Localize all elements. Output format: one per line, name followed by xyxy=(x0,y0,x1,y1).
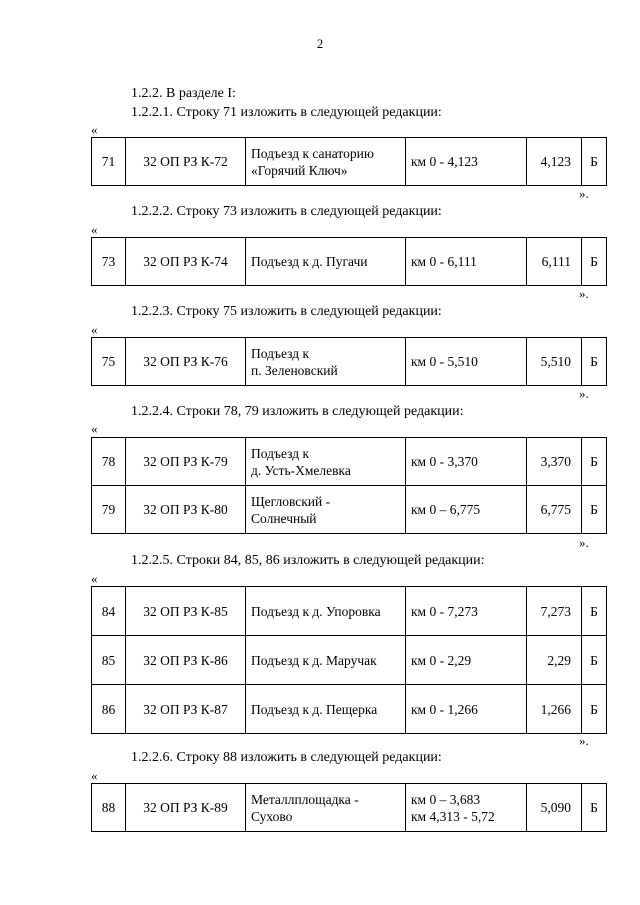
road-length: 5,510 xyxy=(527,338,582,386)
table-row xyxy=(92,685,607,734)
close-quote: ». xyxy=(579,733,589,748)
amendment-table-1 xyxy=(91,137,607,186)
instruction-3: 1.2.2.3. Строку 75 изложить в следующей редакции: xyxy=(131,304,442,319)
road-length: 6,775 xyxy=(527,486,582,534)
amendment-table-6 xyxy=(91,783,607,832)
row-number: 78 xyxy=(92,438,126,486)
road-name: Подъезд к д. Пугачи xyxy=(246,238,406,286)
road-name: Подъезд к д. Маручак xyxy=(246,636,406,685)
open-quote: « xyxy=(91,768,98,783)
row-number: 71 xyxy=(92,138,126,186)
open-quote: « xyxy=(91,421,98,436)
table-row xyxy=(92,438,607,486)
table-row xyxy=(92,784,607,832)
road-code: 32 ОП РЗ К-79 xyxy=(126,438,246,486)
road-code: 32 ОП РЗ К-72 xyxy=(126,138,246,186)
open-quote: « xyxy=(91,122,98,137)
road-code: 32 ОП РЗ К-87 xyxy=(126,685,246,734)
road-code: 32 ОП РЗ К-80 xyxy=(126,486,246,534)
section-heading: 1.2.2. В разделе I: xyxy=(131,86,236,101)
road-length: 3,370 xyxy=(527,438,582,486)
road-code: 32 ОП РЗ К-89 xyxy=(126,784,246,832)
road-category: Б xyxy=(582,685,607,734)
km-range: км 0 - 1,266 xyxy=(406,685,527,734)
road-length: 6,111 xyxy=(527,238,582,286)
road-category: Б xyxy=(582,438,607,486)
road-category: Б xyxy=(582,587,607,636)
road-length: 7,273 xyxy=(527,587,582,636)
row-number: 85 xyxy=(92,636,126,685)
row-number: 75 xyxy=(92,338,126,386)
road-length: 2,29 xyxy=(527,636,582,685)
km-range: км 0 – 3,683 км 4,313 - 5,72 xyxy=(406,784,527,832)
table-row xyxy=(92,138,607,186)
road-code: 32 ОП РЗ К-85 xyxy=(126,587,246,636)
km-range: км 0 - 3,370 xyxy=(406,438,527,486)
km-range: км 0 - 5,510 xyxy=(406,338,527,386)
road-name: Подъезд к санаторию «Горячий Ключ» xyxy=(246,138,406,186)
instruction-1: 1.2.2.1. Строку 71 изложить в следующей редакции: xyxy=(131,105,442,120)
table-row xyxy=(92,486,607,534)
road-code: 32 ОП РЗ К-86 xyxy=(126,636,246,685)
km-range: км 0 - 6,111 xyxy=(406,238,527,286)
road-name: Подъезд к п. Зеленовский xyxy=(246,338,406,386)
row-number: 86 xyxy=(92,685,126,734)
road-category: Б xyxy=(582,238,607,286)
table-row xyxy=(92,636,607,685)
road-name: Металлплощадка - Сухово xyxy=(246,784,406,832)
road-name: Подъезд к д. Упоровка xyxy=(246,587,406,636)
road-category: Б xyxy=(582,636,607,685)
close-quote: ». xyxy=(579,286,589,301)
instruction-2: 1.2.2.2. Строку 73 изложить в следующей редакции: xyxy=(131,204,442,219)
road-category: Б xyxy=(582,338,607,386)
page-number: 2 xyxy=(316,36,324,51)
table-row xyxy=(92,238,607,286)
open-quote: « xyxy=(91,222,98,237)
instruction-6: 1.2.2.6. Строку 88 изложить в следующей редакции: xyxy=(131,750,442,765)
row-number: 73 xyxy=(92,238,126,286)
road-category: Б xyxy=(582,486,607,534)
road-category: Б xyxy=(582,784,607,832)
road-length: 4,123 xyxy=(527,138,582,186)
km-range: км 0 - 7,273 xyxy=(406,587,527,636)
road-name: Подъезд к д. Усть-Хмелевка xyxy=(246,438,406,486)
row-number: 84 xyxy=(92,587,126,636)
km-range: км 0 - 4,123 xyxy=(406,138,527,186)
open-quote: « xyxy=(91,322,98,337)
km-range: км 0 – 6,775 xyxy=(406,486,527,534)
instruction-4: 1.2.2.4. Строки 78, 79 изложить в следующей редакции: xyxy=(131,404,464,419)
amendment-table-2 xyxy=(91,237,607,286)
row-number: 79 xyxy=(92,486,126,534)
row-number: 88 xyxy=(92,784,126,832)
amendment-table-3 xyxy=(91,337,607,386)
road-name: Щегловский - Солнечный xyxy=(246,486,406,534)
amendment-table-5 xyxy=(91,586,607,734)
amendment-table-4 xyxy=(91,437,607,534)
road-code: 32 ОП РЗ К-74 xyxy=(126,238,246,286)
instruction-5: 1.2.2.5. Строки 84, 85, 86 изложить в следующей редакции: xyxy=(131,553,485,568)
table-row xyxy=(92,587,607,636)
close-quote: ». xyxy=(579,386,589,401)
km-range: км 0 - 2,29 xyxy=(406,636,527,685)
road-length: 5,090 xyxy=(527,784,582,832)
close-quote: ». xyxy=(579,535,589,550)
road-code: 32 ОП РЗ К-76 xyxy=(126,338,246,386)
road-name: Подъезд к д. Пещерка xyxy=(246,685,406,734)
open-quote: « xyxy=(91,571,98,586)
close-quote: ». xyxy=(579,186,589,201)
road-category: Б xyxy=(582,138,607,186)
road-length: 1,266 xyxy=(527,685,582,734)
table-row xyxy=(92,338,607,386)
